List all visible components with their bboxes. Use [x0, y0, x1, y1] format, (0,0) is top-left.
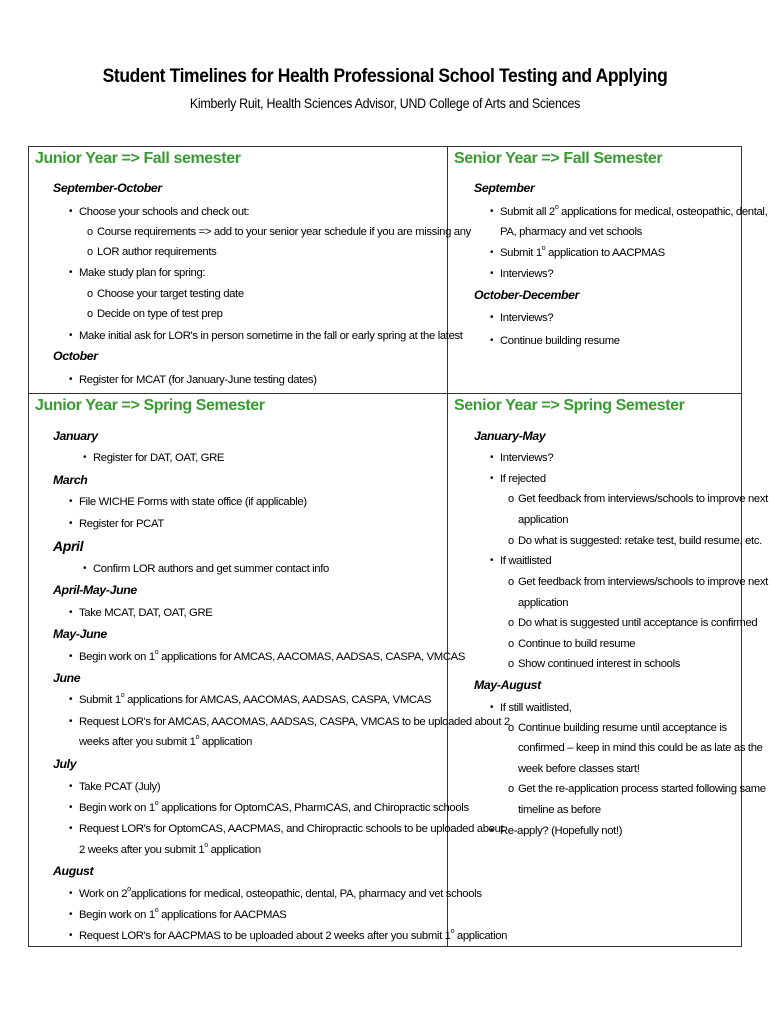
month-april: April — [53, 538, 84, 554]
sub-continue-until-3: week before classes start! — [518, 763, 640, 775]
month-jan-may: January-May — [474, 429, 546, 443]
page-subtitle: Kimberly Ruit, Health Sciences Advisor, UND College of Arts and Sciences — [189, 96, 581, 111]
month-oct-dec: October-December — [474, 288, 580, 302]
bullet-begin-optom: • Begin work on 1$^o$ applications for OptomCAS, PharmCAS, and Chiropractic schools — [79, 801, 469, 815]
bullet-submit-1: • Submit 1$^o$ applications for AMCAS, AACOMAS, AADSAS, CASPA, VMCAS — [79, 693, 431, 707]
bullet-req-lor-cont: weeks after you submit 1$^o$ application — [79, 734, 253, 748]
bullet-if-waitlisted: • If waitlisted — [500, 554, 551, 568]
month-september: September — [474, 181, 535, 195]
bullet-wiche: • File WICHE Forms with state office (if applicable) — [79, 495, 307, 509]
sub-feedback-2-cont: application — [518, 597, 569, 609]
sub-lor-req: o LOR author requirements — [97, 245, 216, 259]
sub-reapplication-cont: timeline as before — [518, 804, 601, 816]
page-title: Student Timelines for Health Professional School Testing and Applying — [102, 66, 668, 87]
bullet-reg-pcat: • Register for PCAT — [79, 517, 164, 531]
senior-fall-cell — [448, 147, 768, 394]
bullet-take-mcat: • Take MCAT, DAT, OAT, GRE — [79, 606, 212, 620]
month-june: June — [53, 671, 81, 685]
sub-course-req: o Course requirements => add to your senior year schedule if you are missing any — [97, 225, 471, 239]
bullet-continue-resume: • Continue building resume — [500, 334, 620, 348]
month-october: October — [53, 349, 98, 363]
bullet-req-lor: • Request LOR's for AMCAS, AACOMAS, AADSAS, CASPA, VMCAS to be uploaded about 2 — [79, 715, 510, 729]
bullet-interviews: • Interviews? — [500, 267, 553, 281]
sub-target-date: o Choose your target testing date — [97, 287, 244, 301]
month-may-june: May-June — [53, 627, 107, 641]
bullet-choose-schools: • Choose your schools and check out: — [79, 205, 249, 219]
senior-spring-cell — [448, 394, 768, 947]
bullet-begin-aacpmas: • Begin work on 1$^o$ applications for AACPMAS — [79, 908, 286, 922]
junior-fall-cell — [29, 147, 471, 394]
sub-do-until: o Do what is suggested until acceptance is confirmed — [518, 616, 757, 630]
senior-fall-header: Senior Year => Fall Semester — [454, 150, 663, 167]
month-march: March — [53, 473, 88, 487]
junior-spring-header: Junior Year => Spring Semester — [35, 397, 265, 414]
bullet-submit-1: • Submit 1$^o$ application to AACPMAS — [500, 246, 665, 260]
bullet-confirm-lor: • Confirm LOR authors and get summer contact info — [93, 562, 329, 576]
month-may-august: May-August — [474, 678, 541, 692]
sub-feedback-2: o Get feedback from interviews/schools to improve next — [518, 575, 768, 589]
timeline-table — [28, 146, 768, 947]
bullet-register-mcat: • Register for MCAT (for January-June testing dates) — [79, 373, 317, 387]
bullet-interviews: • Interviews? — [500, 451, 553, 465]
bullet-begin-1: • Begin work on 1$^o$ applications for AMCAS, AACOMAS, AADSAS, CASPA, VMCAS — [79, 650, 465, 664]
sub-continue-until-2: confirmed – keep in mind this could be as late as the — [518, 742, 763, 754]
month-july: July — [53, 757, 77, 771]
bullet-if-rejected: • If rejected — [500, 472, 546, 486]
sub-do-what: o Do what is suggested: retake test, build resume, etc. — [518, 534, 762, 548]
bullet-submit-2-cont: PA, pharmacy and vet schools — [500, 226, 642, 238]
bullet-submit-2: • Submit all 2$^o$ applications for medical, osteopathic, dental, — [500, 205, 767, 219]
month-sep-oct: September-October — [53, 181, 162, 195]
bullet-interviews-2: • Interviews? — [500, 311, 553, 325]
bullet-study-plan: • Make study plan for spring: — [79, 266, 205, 280]
bullet-if-still: • If still waitlisted, — [500, 701, 571, 715]
month-august: August — [53, 864, 94, 878]
sub-reapplication: o Get the re-application process started following same — [518, 782, 766, 796]
bullet-req-aacpmas: • Request LOR's for AACPMAS to be uploaded about 2 weeks after you submit 1$^o$ application — [79, 929, 507, 943]
sub-continue-build: o Continue to build resume — [518, 637, 635, 651]
bullet-req-optom: • Request LOR's for OptomCAS, AACPMAS, and Chiropractic schools to be uploaded about — [79, 822, 503, 836]
month-april-may-june: April-May-June — [53, 583, 137, 597]
bullet-work-2: • Work on 2$^o$applications for medical, osteopathic, dental, PA, pharmacy and vet schools — [79, 887, 482, 901]
sub-feedback-cont: application — [518, 514, 569, 526]
sub-continue-until: o Continue building resume until acceptance is — [518, 721, 727, 735]
sub-show-interest: o Show continued interest in schools — [518, 657, 680, 671]
junior-fall-header: Junior Year => Fall semester — [35, 150, 241, 167]
bullet-take-pcat: • Take PCAT (July) — [79, 780, 160, 794]
bullet-reapply: • Re-apply? (Hopefully not!) — [500, 824, 622, 838]
bullet-initial-ask: • Make initial ask for LOR's in person sometime in the fall or early spring at the latest — [79, 329, 463, 343]
bullet-reg-dat: • Register for DAT, OAT, GRE — [93, 451, 224, 465]
senior-spring-header: Senior Year => Spring Semester — [454, 397, 685, 414]
sub-feedback: o Get feedback from interviews/schools to improve next — [518, 492, 768, 506]
month-january: January — [53, 429, 98, 443]
sub-test-prep: o Decide on type of test prep — [97, 307, 223, 321]
bullet-req-optom-cont: 2 weeks after you submit 1$^o$ application — [79, 842, 261, 856]
